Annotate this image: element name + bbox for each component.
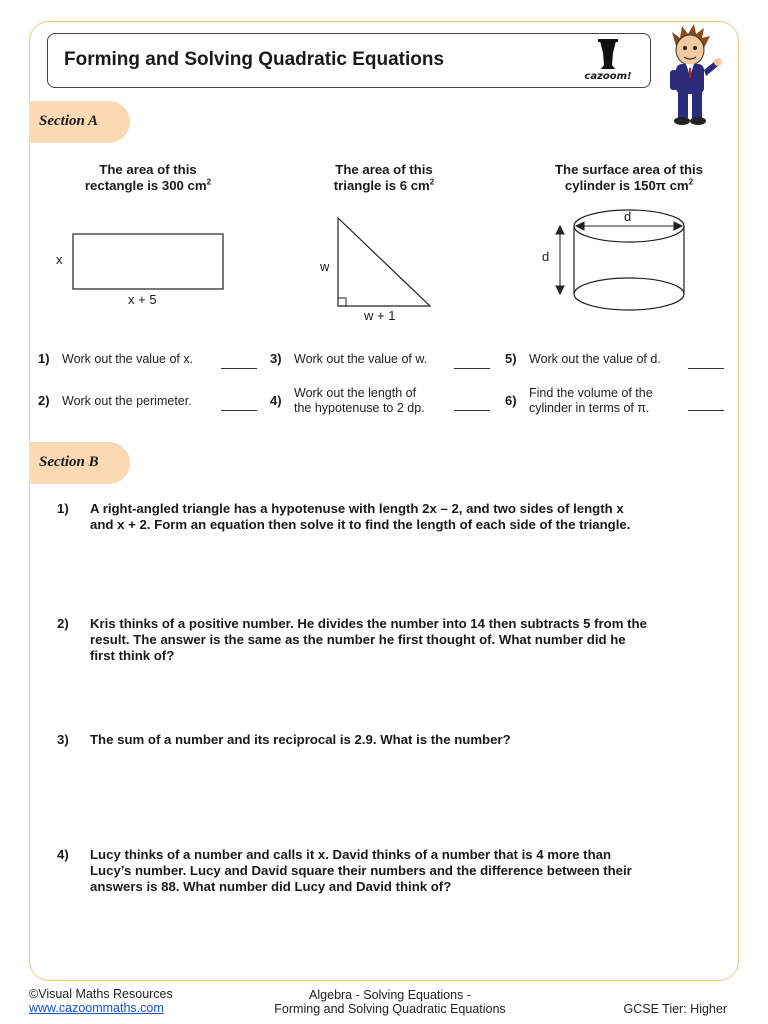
triangle-shape <box>338 218 430 306</box>
triangle-side-label: w <box>320 259 330 274</box>
cylinder-side-label: d <box>542 249 550 264</box>
qa1-answer-line[interactable] <box>221 368 257 369</box>
qa5-number: 5) <box>505 351 517 366</box>
qa4-number: 4) <box>270 393 282 408</box>
footer-website-link[interactable]: www.cazoommaths.com <box>29 1001 164 1015</box>
right-angle-marker <box>338 298 346 306</box>
cylinder-caption: The surface area of this cylinder is 150π $cm^2$ <box>554 162 704 193</box>
qa1-text: Work out the value of x. <box>62 352 194 366</box>
qa2-number: 2) <box>38 393 50 408</box>
footer-tier: GCSE Tier: Higher <box>623 1002 727 1016</box>
qa5-text: Work out the value of d. <box>529 352 661 366</box>
qb3-number: 3) <box>57 732 69 747</box>
section-b-label: Section B <box>39 454 99 470</box>
footer-left <box>29 987 173 1015</box>
triangle-caption: The area of this triangle is 6 $cm^2$ <box>333 162 435 193</box>
qb2-text: Kris thinks of a positive number. He divides the number into 14 then subtracts 5 from the result. The answer is the same as the number he first thought of. What number did he first think of? <box>90 616 647 663</box>
footer-copyright: ©Visual Maths Resources <box>29 987 173 1001</box>
logo-text: cazoom! <box>584 71 632 82</box>
triangle-bottom-label: w + 1 <box>364 308 396 323</box>
rectangle-side-label: x <box>56 252 63 267</box>
qa3-text: Work out the value of w. <box>294 352 428 366</box>
qa6-number: 6) <box>505 393 517 408</box>
qa1-number: 1) <box>38 351 50 366</box>
qb2-number: 2) <box>57 616 69 631</box>
cylinder-shape <box>574 210 684 310</box>
qb4-number: 4) <box>57 847 69 862</box>
qb1-number: 1) <box>57 501 69 516</box>
rectangle-shape <box>73 234 223 289</box>
qa2-answer-line[interactable] <box>221 410 257 411</box>
qb1-text: A right-angled triangle has a hypotenuse with length 2x – 2, and two sides of length x and x + 2. Form an equation then solve it to find the length of each side of the triangle. <box>90 501 631 532</box>
qa4-text: Work out the length of the hypotenuse to 2 dp. <box>294 386 425 415</box>
section-b-tab <box>29 442 130 484</box>
page-title: Forming and Solving Quadratic Equations <box>64 49 445 70</box>
qa4-answer-line[interactable] <box>454 410 490 411</box>
qa6-text: Find the volume of the cylinder in terms of π. <box>529 386 653 415</box>
section-a-label: Section A <box>39 113 99 129</box>
qa3-answer-line[interactable] <box>454 368 490 369</box>
cylinder-top-label: d <box>624 209 632 224</box>
qa3-number: 3) <box>270 351 282 366</box>
qa6-answer-line[interactable] <box>688 410 724 411</box>
qa5-answer-line[interactable] <box>688 368 724 369</box>
footer-topic: Algebra - Solving Equations - Forming and Solving Quadratic Equations <box>274 988 506 1016</box>
qb3-text: The sum of a number and its reciprocal is 2.9. What is the number? <box>90 732 511 747</box>
rectangle-caption: The area of this rectangle is 300 $cm^2$ <box>84 162 212 193</box>
qa2-text: Work out the perimeter. <box>62 394 192 408</box>
rectangle-bottom-label: x + 5 <box>128 292 157 307</box>
qb4-text: Lucy thinks of a number and calls it x. David thinks of a number that is 4 more than Lucy’s number. Lucy and David square their numbers and the difference between their answers is 88. What number did Lucy and David think of? <box>90 847 632 894</box>
cylinder-height-arrow <box>556 226 564 294</box>
